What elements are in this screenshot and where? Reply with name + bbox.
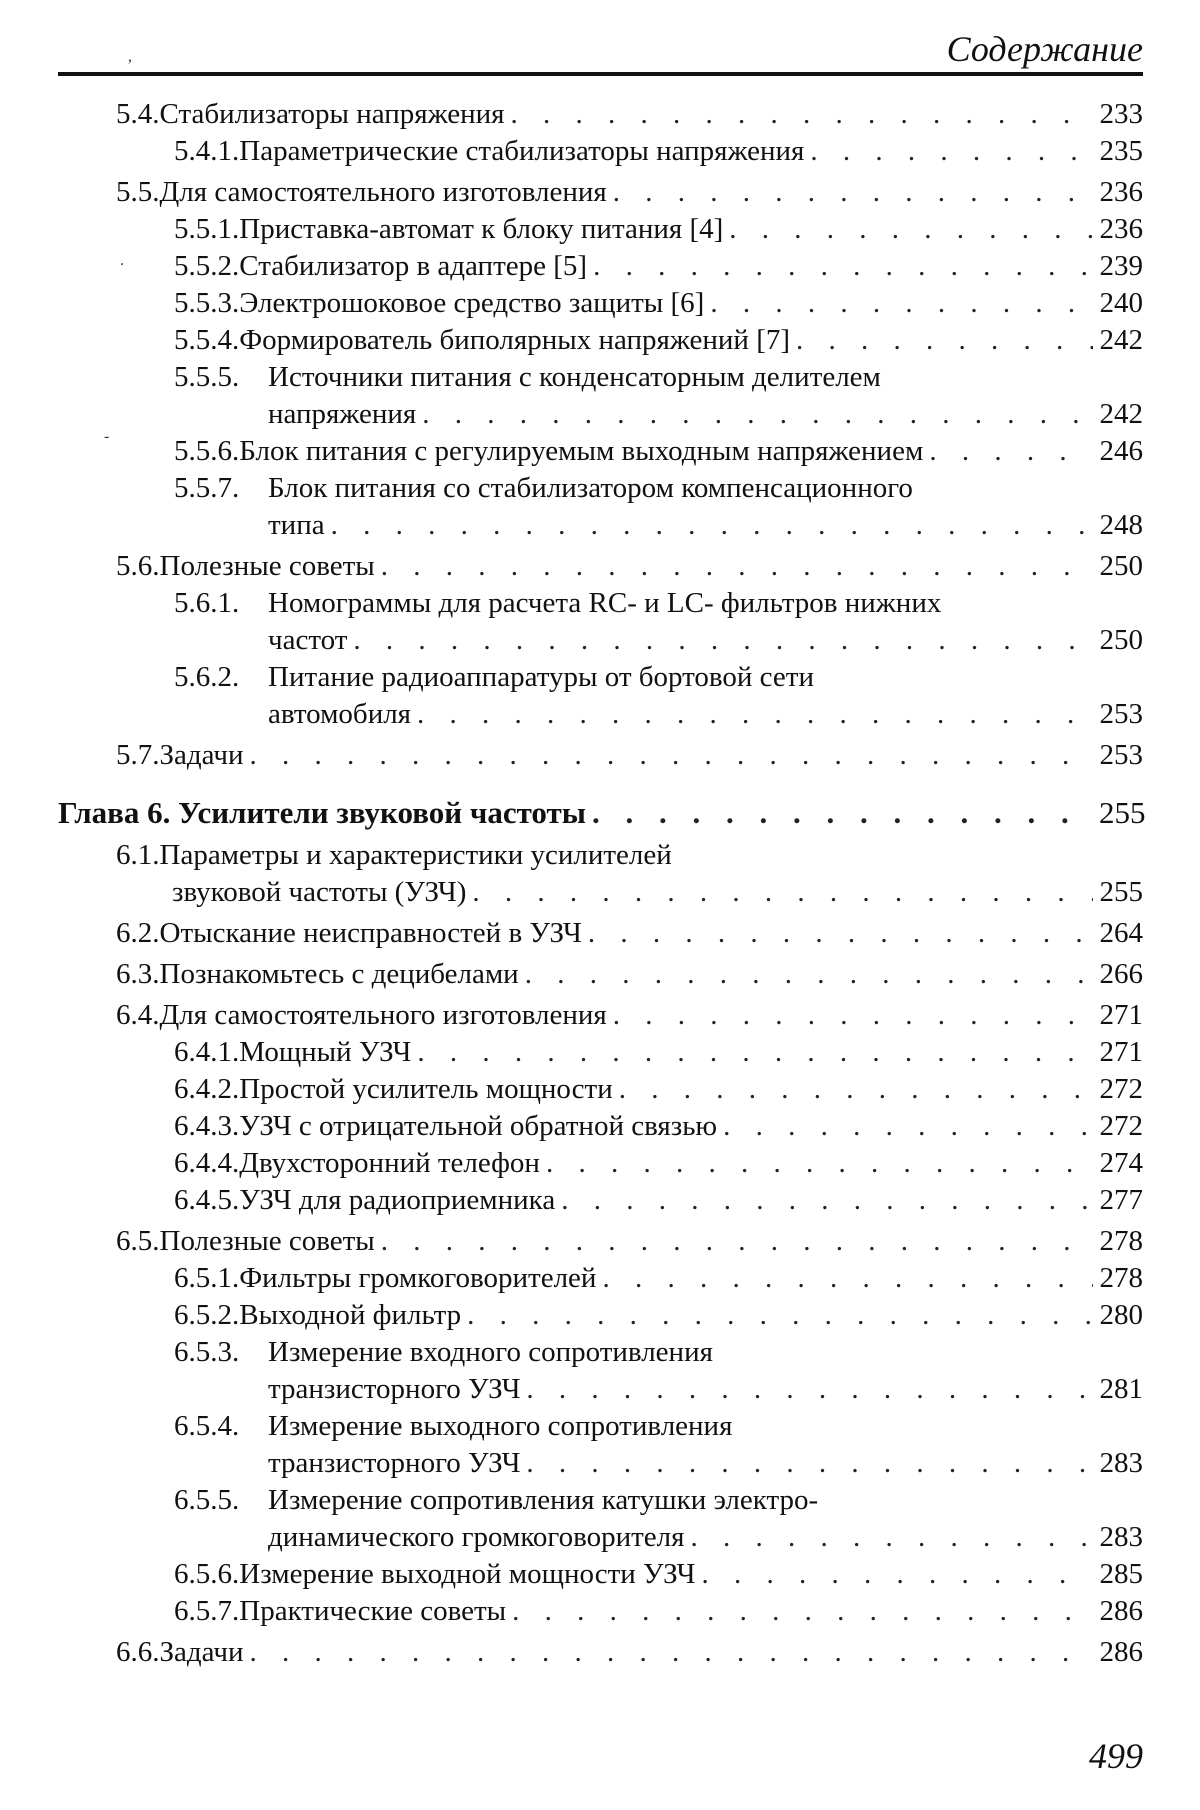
toc-title: Для самостоятельного изготовления [159, 176, 607, 208]
toc-page-number: 250 [1099, 624, 1143, 656]
toc-title: Практические советы [239, 1595, 507, 1627]
toc-entry [58, 211, 1143, 248]
toc-entry [58, 915, 1143, 952]
toc-entry [58, 322, 1143, 359]
toc-section-number: 6.4.1. [174, 1036, 240, 1068]
dot-leader [729, 211, 1093, 248]
dot-leader [526, 1445, 1093, 1482]
running-header [58, 22, 1143, 76]
toc-page-number: 239 [1099, 250, 1143, 282]
toc-page-number: 236 [1099, 213, 1143, 245]
toc-title-continuation: автомобиля [268, 698, 412, 730]
toc-page-number: 280 [1099, 1299, 1143, 1331]
toc-page-number: 248 [1099, 509, 1143, 541]
toc-entry [58, 248, 1143, 285]
dot-leader [526, 1371, 1093, 1408]
toc-page-number: 286 [1099, 1595, 1143, 1627]
toc-entry [58, 1634, 1143, 1671]
toc-title: Двухсторонний телефон [239, 1147, 540, 1179]
toc-entry [58, 1260, 1143, 1297]
running-header-title: Содержание [946, 29, 1143, 69]
toc-section-number: 5.4.1. [174, 135, 240, 167]
toc-entry [58, 1145, 1143, 1182]
toc-title: Электрошоковое средство защиты [6] [239, 287, 705, 319]
toc-entry [58, 585, 1143, 659]
page-number: 499 [1089, 1736, 1143, 1776]
toc-section-number: 6.5. [116, 1225, 160, 1257]
toc-title: Питание радиоаппаратуры от бортовой сети [268, 661, 814, 693]
dot-leader [417, 696, 1093, 733]
toc-title: Номограммы для расчета RC- и LC- фильтров нижних [268, 587, 942, 619]
toc-title: Отыскание неисправностей в УЗЧ [159, 917, 582, 949]
toc-title: УЗЧ для радиоприемника [239, 1184, 556, 1216]
toc-title-continuation: звуковой частоты (УЗЧ) [172, 876, 467, 908]
toc-page-number: 271 [1099, 999, 1143, 1031]
toc-page-number: 255 [1099, 795, 1146, 830]
toc-page-number: 246 [1099, 435, 1143, 467]
dot-leader [381, 1223, 1093, 1260]
toc-section-number: 6.4.5. [174, 1184, 240, 1216]
toc-section-number: 5.6.2. [174, 661, 240, 693]
toc-entry [58, 1071, 1143, 1108]
toc-title: Полезные советы [159, 550, 375, 582]
toc-entry [58, 359, 1143, 433]
toc-title: Для самостоятельного изготовления [159, 999, 607, 1031]
toc-title-continuation: частот [268, 624, 348, 656]
toc-title: Фильтры громкоговорителей [239, 1262, 597, 1294]
toc-title-continuation: типа [268, 509, 325, 541]
dot-leader [417, 1034, 1093, 1071]
dot-leader [472, 874, 1093, 911]
dot-leader [353, 622, 1093, 659]
toc-title-continuation: напряжения [268, 398, 417, 430]
toc-title: Приставка-автомат к блоку питания [4] [239, 213, 724, 245]
dot-leader [613, 997, 1093, 1034]
toc-entry [58, 96, 1143, 133]
toc-title: УЗЧ с отрицательной обратной связью [239, 1110, 718, 1142]
toc-page-number: 250 [1099, 550, 1143, 582]
toc-page-number: 253 [1099, 739, 1143, 771]
toc-page-number: 283 [1099, 1447, 1143, 1479]
toc-title: Блок питания со стабилизатором компенсационного [268, 472, 913, 504]
toc-page-number: 233 [1099, 98, 1143, 130]
dot-leader [619, 1071, 1093, 1108]
toc-section-number: 6.5.7. [174, 1595, 240, 1627]
toc-section-number: 5.5.6. [174, 435, 240, 467]
toc-page-number: 253 [1099, 698, 1143, 730]
toc-entry [58, 837, 1143, 911]
toc-entry [58, 737, 1143, 774]
dot-leader [592, 794, 1093, 831]
toc-section-number: 5.5.2. [174, 250, 240, 282]
toc-entry [58, 1482, 1143, 1556]
dot-leader [249, 1634, 1093, 1671]
dot-leader [546, 1145, 1093, 1182]
toc-entry [58, 133, 1143, 170]
toc-entry [58, 433, 1143, 470]
toc-section-number: 5.4. [116, 98, 160, 130]
dot-leader [561, 1182, 1093, 1219]
dot-leader [525, 956, 1093, 993]
toc-page-number: 281 [1099, 1373, 1143, 1405]
toc-section-number: 6.3. [116, 958, 160, 990]
toc-page-number: 274 [1099, 1147, 1143, 1179]
dot-leader [602, 1260, 1093, 1297]
toc-section-number: 6.5.5. [174, 1484, 240, 1516]
toc-title: Измерение выходного сопротивления [268, 1410, 733, 1442]
scan-speck: - [104, 428, 110, 445]
toc-section-number: 6.5.4. [174, 1410, 240, 1442]
toc-section-number: 6.5.6. [174, 1558, 240, 1590]
toc-title: Стабилизатор в адаптере [5] [239, 250, 588, 282]
toc-entry [58, 1593, 1143, 1630]
dot-leader [929, 433, 1093, 470]
toc-page-number: 278 [1099, 1262, 1143, 1294]
toc-page-number: 242 [1099, 324, 1143, 356]
toc-title: Задачи [159, 739, 244, 771]
toc-section-number: 6.1. [116, 839, 160, 871]
toc-section-number: 5.5.4. [174, 324, 240, 356]
toc-page-number: 264 [1099, 917, 1143, 949]
toc-chapter [58, 794, 1146, 831]
toc-title: Измерение сопротивления катушки электро- [268, 1484, 819, 1516]
toc-page-number: 283 [1099, 1521, 1143, 1553]
toc-page-number: 235 [1099, 135, 1143, 167]
toc-title: Полезные советы [159, 1225, 375, 1257]
toc-entry [58, 1034, 1143, 1071]
toc-entry [58, 1297, 1143, 1334]
dot-leader [467, 1297, 1093, 1334]
toc-section-number: 6.5.3. [174, 1336, 240, 1368]
toc-entry [58, 285, 1143, 322]
dot-leader [249, 737, 1093, 774]
toc-section-number: 5.5. [116, 176, 160, 208]
scan-speck: , [128, 48, 132, 65]
toc-page-number: 255 [1099, 876, 1143, 908]
toc-title: Задачи [159, 1636, 244, 1668]
toc-section-number: 5.7. [116, 739, 160, 771]
toc-entry [58, 470, 1143, 544]
toc-section-number: 6.4.4. [174, 1147, 240, 1179]
toc-title: Формирователь биполярных напряжений [7] [239, 324, 791, 356]
dot-leader [593, 248, 1093, 285]
toc-section-number: 6.5.1. [174, 1262, 240, 1294]
scan-speck: . [120, 252, 124, 269]
dot-leader [796, 322, 1093, 359]
toc-title: Познакомьтесь с децибелами [159, 958, 519, 990]
toc-page-number: 272 [1099, 1073, 1143, 1105]
dot-leader [588, 915, 1093, 952]
toc-entry [58, 1408, 1143, 1482]
toc-entry [58, 997, 1143, 1034]
toc-section-number: 5.5.1. [174, 213, 240, 245]
toc-section-number: 5.6. [116, 550, 160, 582]
toc-title: Стабилизаторы напряжения [159, 98, 505, 130]
toc-page-number: 240 [1099, 287, 1143, 319]
toc-title: Измерение выходной мощности УЗЧ [239, 1558, 696, 1590]
dot-leader [690, 1519, 1093, 1556]
toc-entry [58, 1108, 1143, 1145]
dot-leader [723, 1108, 1093, 1145]
table-of-contents [58, 92, 1146, 1671]
toc-section-number: 6.4.3. [174, 1110, 240, 1142]
toc-entry [58, 1182, 1143, 1219]
toc-entry [58, 1334, 1143, 1408]
toc-title: Глава 6. Усилители звуковой частоты [58, 795, 586, 830]
toc-section-number: 6.2. [116, 917, 160, 949]
toc-title: Простой усилитель мощности [239, 1073, 613, 1105]
toc-page-number: 272 [1099, 1110, 1143, 1142]
toc-entry [58, 659, 1143, 733]
toc-section-number: 6.5.2. [174, 1299, 240, 1331]
dot-leader [512, 1593, 1093, 1630]
toc-entry [58, 1223, 1143, 1260]
toc-section-number: 5.5.5. [174, 361, 240, 393]
toc-entry [58, 548, 1143, 585]
toc-page-number: 266 [1099, 958, 1143, 990]
toc-entry [58, 1556, 1143, 1593]
dot-leader [701, 1556, 1093, 1593]
dot-leader [613, 174, 1093, 211]
toc-page-number: 285 [1099, 1558, 1143, 1590]
toc-title: Параметрические стабилизаторы напряжения [239, 135, 805, 167]
dot-leader [710, 285, 1093, 322]
toc-entry [58, 956, 1143, 993]
toc-title: Параметры и характеристики усилителей [159, 839, 672, 871]
toc-page-number: 242 [1099, 398, 1143, 430]
dot-leader [422, 396, 1093, 433]
toc-page-number: 286 [1099, 1636, 1143, 1668]
toc-title-continuation: транзисторного УЗЧ [268, 1447, 521, 1479]
toc-page-number: 271 [1099, 1036, 1143, 1068]
toc-title-continuation: транзисторного УЗЧ [268, 1373, 521, 1405]
toc-page-number: 278 [1099, 1225, 1143, 1257]
toc-title: Выходной фильтр [239, 1299, 462, 1331]
toc-section-number: 6.4.2. [174, 1073, 240, 1105]
toc-page-number: 277 [1099, 1184, 1143, 1216]
toc-entry [58, 174, 1143, 211]
dot-leader [381, 548, 1093, 585]
toc-section-number: 5.5.3. [174, 287, 240, 319]
toc-section-number: 5.6.1. [174, 587, 240, 619]
toc-section-number: 6.4. [116, 999, 160, 1031]
dot-leader [810, 133, 1093, 170]
toc-title: Мощный УЗЧ [239, 1036, 412, 1068]
toc-title: Блок питания с регулируемым выходным напряжением [239, 435, 924, 467]
toc-page-number: 236 [1099, 176, 1143, 208]
toc-title: Измерение входного сопротивления [268, 1336, 713, 1368]
toc-title-continuation: динамического громкоговорителя [268, 1521, 685, 1553]
toc-section-number: 6.6. [116, 1636, 160, 1668]
dot-leader [511, 96, 1094, 133]
toc-title: Источники питания с конденсаторным делителем [268, 361, 881, 393]
dot-leader [331, 507, 1093, 544]
toc-section-number: 5.5.7. [174, 472, 240, 504]
